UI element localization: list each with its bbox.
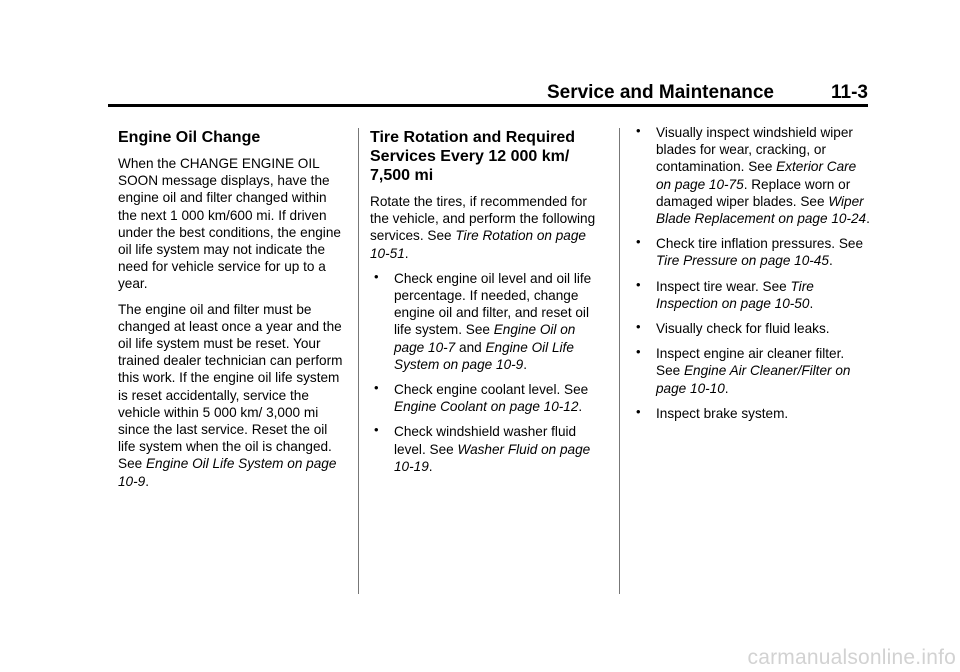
bullet-icon: • (636, 344, 641, 360)
text: Check engine coolant level. See (394, 382, 589, 398)
text: . (145, 473, 149, 489)
column-middle (370, 128, 608, 483)
page-number: 11-3 (831, 82, 868, 103)
text: Visually inspect windshield wiper blades for wear, cracking, or contamination. See (656, 125, 853, 175)
column-divider (358, 128, 359, 594)
text: . (523, 356, 528, 372)
engine-oil-change-heading: Engine Oil Change (118, 129, 261, 146)
column-left (118, 128, 344, 498)
bullet-icon: • (636, 234, 641, 250)
tire-rotation-heading: Tire Rotation and Required Services Every 12 000 km/ 7,500 mi (370, 129, 576, 184)
service-list (632, 124, 870, 422)
text: Check windshield washer fluid level. See (394, 424, 577, 457)
cross-reference-link[interactable]: Engine Oil Life System on page 10-9 (394, 339, 574, 372)
text: Rotate the tires, if recommended for the vehicle, and perform the following services. See (370, 194, 596, 244)
column-divider (619, 128, 620, 594)
bullet-icon: • (374, 422, 379, 438)
list-item (632, 278, 870, 312)
text: and (455, 339, 486, 355)
bullet-icon: • (374, 268, 379, 284)
text: . (404, 245, 409, 261)
text: The engine oil and filter must be changed at least once a year and the oil life system must be reset. Your trained dealer technician can perform this work. If the engine oil life system is reset accidentally, service the vehicle within 5 000 km/ 3,000 mi since the last service. Reset the oil life system when the oil is changed. See (118, 301, 343, 472)
list-item (370, 381, 608, 415)
paragraph: When the CHANGE ENGINE OIL SOON message displays, have the engine oil and filter changed within the next 1 000 km/600 mi. If driven under the best conditions, the engine oil life system may not indicate the need for vehicle service for up to a year. (118, 156, 341, 292)
text: . (809, 295, 814, 311)
list-item (632, 124, 870, 227)
list-item (632, 345, 870, 397)
cross-reference-link[interactable]: Tire Inspection on page 10-50 (656, 278, 814, 311)
cross-reference-link[interactable]: Exterior Care on page 10-75 (656, 159, 857, 192)
bullet-icon: • (636, 403, 641, 419)
header-rule (108, 104, 868, 107)
list-item (370, 270, 608, 373)
text: Inspect brake system. (656, 405, 789, 421)
bullet-icon: • (636, 276, 641, 292)
cross-reference-link[interactable]: Wiper Blade Replacement on page 10-24 (656, 193, 867, 227)
watermark: carmanualsonline.info (747, 646, 956, 669)
text: . Replace worn or damaged wiper blades. See (656, 176, 851, 209)
cross-reference-link[interactable]: Tire Pressure on page 10-45 (656, 253, 829, 269)
list-item (632, 405, 870, 422)
column-right (632, 124, 870, 430)
text: Check engine oil level and oil life percentage. If needed, change engine oil and filter, and reset oil life system. See (394, 270, 592, 338)
text: . (428, 458, 433, 474)
section-title: Service and Maintenance (546, 82, 774, 103)
text: Visually check for fluid leaks. (656, 321, 830, 337)
paragraph (118, 301, 344, 490)
list-item (632, 235, 870, 269)
cross-reference-link[interactable]: Engine Oil on page 10-7 (394, 322, 576, 355)
bullet-icon: • (636, 123, 641, 138)
bullet-icon: • (636, 319, 641, 335)
list-item (632, 320, 870, 337)
text: Inspect engine air cleaner filter. See (656, 346, 845, 379)
cross-reference-link[interactable]: Engine Coolant on page 10-12 (394, 399, 579, 415)
paragraph (370, 193, 608, 262)
bullet-icon: • (374, 380, 379, 396)
text: Check tire inflation pressures. See (656, 236, 864, 252)
text: . (578, 399, 583, 415)
text: . (866, 211, 870, 227)
text: . (828, 253, 833, 269)
cross-reference-link[interactable]: Washer Fluid on page 10-19 (394, 441, 591, 474)
text: Inspect tire wear. See (656, 278, 791, 294)
list-item (370, 423, 608, 475)
cross-reference-link[interactable]: Engine Air Cleaner/Filter on page 10-10 (656, 363, 851, 396)
cross-reference-link[interactable]: Engine Oil Life System on page 10-9 (118, 456, 337, 489)
page-header (108, 82, 868, 104)
text: . (724, 380, 729, 396)
cross-reference-link[interactable]: Tire Rotation on page 10-51 (370, 228, 586, 261)
service-list (370, 270, 608, 475)
